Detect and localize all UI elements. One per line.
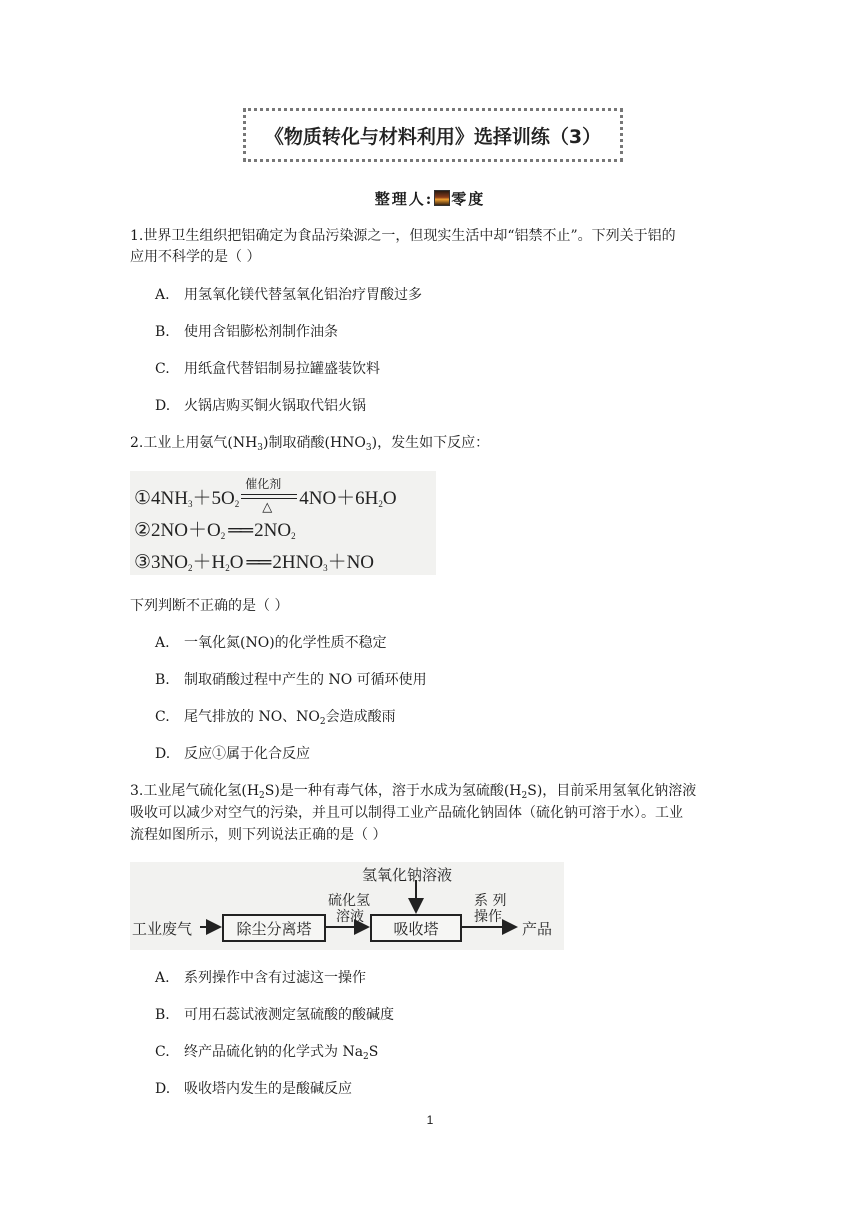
equals-line (241, 494, 297, 495)
subscript: 2 (234, 499, 240, 509)
subscript: 2 (220, 531, 226, 541)
h2s-label-1: 硫化氢 (328, 893, 370, 909)
option-text: 制取硝酸过程中产生的 NO 可循环使用 (184, 672, 427, 688)
q3-stem-line1 (130, 783, 696, 804)
q2-option-d (155, 746, 310, 762)
q1-stem-line1: 1.世界卫生组织把铝确定为食品污染源之一，但现实生活中却“铝禁不止”。下列关于铝的 (130, 228, 676, 244)
option-text: 用纸盒代替铝制易拉罐盛装饮料 (184, 361, 380, 377)
equals-sign: ══ (228, 520, 252, 541)
eq-part: ②2NO＋O (134, 520, 221, 541)
q3-option-d (155, 1081, 352, 1097)
ops-label-1: 系 列 (474, 893, 507, 909)
output-label: 产品 (522, 920, 553, 938)
input-label: 工业废气 (132, 920, 193, 938)
eq-part: ＋NO (327, 552, 375, 573)
option-letter: D. (155, 1081, 171, 1097)
equation-2 (134, 515, 296, 542)
option-text: 用氢氧化镁代替氢氧化铝治疗胃酸过多 (184, 287, 422, 303)
subscript: 2 (363, 1052, 369, 1062)
naoh-label: 氢氧化钠溶液 (362, 866, 453, 884)
option-letter: D. (155, 746, 171, 762)
q2-option-b (155, 672, 427, 688)
option-text: 一氧化氮(NO)的化学性质不稳定 (184, 635, 387, 651)
q2-question: 下列判断不正确的是（ ） (130, 598, 289, 614)
q1-option-c (155, 361, 380, 377)
subscript: 2 (319, 717, 326, 727)
subscript: 2 (521, 791, 528, 801)
q1-option-d (155, 398, 366, 414)
option-letter: A. (155, 287, 170, 303)
eq-part: 2NO (254, 520, 292, 541)
equation-image (130, 471, 436, 575)
q2-stem-part: )制取硝酸(HNO (263, 435, 366, 451)
option-letter: C. (155, 361, 170, 377)
q3-stem-part: 3.工业尾气硫化氢(H (130, 783, 260, 799)
option-text: 系列操作中含有过滤这一操作 (184, 970, 366, 986)
subscript: 2 (259, 791, 265, 801)
q2-stem-part: 2.工业上用氨气(NH (130, 435, 258, 451)
option-letter: C. (155, 1044, 170, 1060)
compiler-line (0, 188, 860, 209)
q2-stem (130, 435, 489, 456)
option-letter: B. (155, 324, 170, 340)
q3-option-c (155, 1044, 378, 1065)
option-letter: C. (155, 709, 170, 725)
eq-part: 4NO＋6H (299, 488, 379, 509)
compiler-prefix: 整理人: (374, 190, 434, 208)
subscript: 3 (365, 443, 372, 453)
option-text: 会造成酸雨 (325, 709, 396, 725)
dust-separator-box: 除尘分离塔 (222, 914, 326, 942)
option-text: 反应①属于化合反应 (184, 746, 310, 762)
absorber-box: 吸收塔 (370, 914, 462, 942)
q3-stem-line3: 流程如图所示，则下列说法正确的是（ ） (130, 827, 387, 843)
option-text: 尾气排放的 NO、NO (184, 709, 320, 725)
option-text: 吸收塔内发生的是酸碱反应 (184, 1081, 352, 1097)
eq-part: O (229, 552, 244, 573)
subscript: 2 (225, 563, 230, 573)
process-flow-diagram (130, 862, 564, 950)
option-letter: A. (155, 635, 170, 651)
reaction-condition (239, 477, 299, 515)
eq-part: O (382, 488, 397, 509)
equals-line (241, 498, 297, 499)
option-letter: D. (155, 398, 171, 414)
catalyst-label: 催化剂 (245, 477, 282, 491)
subscript: 2 (378, 499, 383, 509)
subscript: 3 (257, 443, 264, 453)
q2-stem-part: )，发生如下反应： (371, 435, 490, 451)
option-letter: B. (155, 672, 170, 688)
q2-option-a (155, 635, 387, 651)
q3-stem-line2: 吸收可以减少对空气的污染，并且可以制得工业产品硫化钠固体（硫化钠可溶于水）。工业 (130, 805, 683, 821)
eq-part: ＋5O (192, 488, 235, 509)
page-title: 《物质转化与材料利用》选择训练（3） (243, 108, 623, 162)
q1-option-b (155, 324, 338, 340)
q3-option-a (155, 970, 366, 986)
option-text: 可用石蕊试液测定氢硫酸的酸碱度 (184, 1007, 394, 1023)
eq-part: ①4NH (134, 488, 188, 509)
subscript: 2 (187, 563, 193, 573)
ops-label-2: 操作 (474, 909, 502, 925)
option-letter: B. (155, 1007, 170, 1023)
option-text: 火锅店购买铜火锅取代铝火锅 (184, 398, 366, 414)
option-text: 使用含铝膨松剂制作油条 (184, 324, 338, 340)
subscript: 2 (291, 531, 296, 541)
equation-3 (134, 547, 374, 574)
q2-option-c (155, 709, 396, 730)
option-letter: A. (155, 970, 170, 986)
option-text: S (368, 1044, 379, 1060)
eq-part: ＋H (192, 552, 226, 573)
compiler-name: 零度 (451, 190, 486, 208)
subscript: 3 (323, 563, 328, 573)
equation-1 (134, 477, 397, 515)
eq-part: 2HNO (272, 552, 324, 573)
h2s-label-2: 溶液 (336, 909, 364, 925)
q1-stem-line2: 应用不科学的是（ ） (130, 249, 261, 265)
q1-option-a (155, 287, 422, 303)
eq-part: ③3NO (134, 552, 188, 573)
option-text: 终产品硫化钠的化学式为 Na (184, 1044, 364, 1060)
page-number: 1 (426, 1113, 434, 1127)
q3-stem-part: S)是一种有毒气体，溶于水成为氢硫酸(H (264, 783, 522, 799)
subscript: 3 (187, 499, 193, 509)
equals-sign: ══ (246, 552, 270, 573)
avatar-icon (434, 190, 450, 206)
q3-stem-part: S)，目前采用氢氧化钠溶液 (527, 783, 697, 799)
q3-option-b (155, 1007, 394, 1023)
heat-symbol: △ (262, 500, 273, 515)
